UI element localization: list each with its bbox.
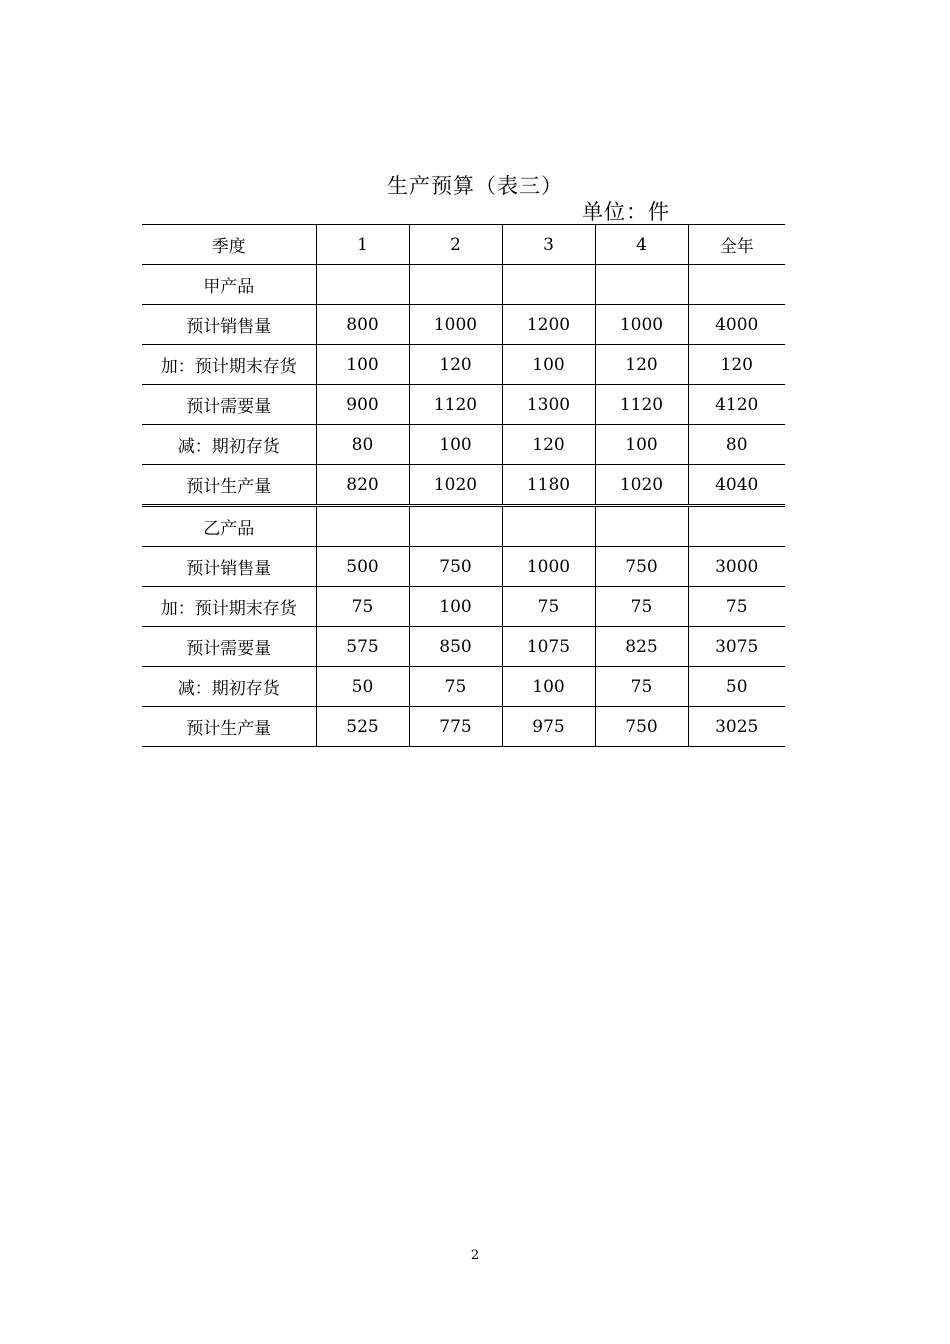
table-cell: [688, 265, 785, 305]
table-cell: [409, 265, 502, 305]
table-cell: 120: [502, 425, 595, 465]
table-cell: 100: [409, 587, 502, 627]
table-cell: 1000: [502, 547, 595, 587]
table-cell: 4120: [688, 385, 785, 425]
table-cell: 1075: [502, 627, 595, 667]
table-cell: 975: [502, 707, 595, 747]
table-cell: 500: [316, 547, 409, 587]
table-row: [142, 707, 785, 747]
table-cell: 820: [316, 465, 409, 506]
table-row: [142, 305, 785, 345]
row-label: 加：预计期末存货: [142, 345, 316, 385]
table-cell: 4000: [688, 305, 785, 345]
table-cell: [502, 265, 595, 305]
table-row: [142, 345, 785, 385]
header-cell: 1: [316, 225, 409, 265]
section-name: 甲产品: [142, 265, 316, 305]
header-cell: 3: [502, 225, 595, 265]
row-label: 预计销售量: [142, 305, 316, 345]
table-cell: 75: [316, 587, 409, 627]
table-cell: 1020: [595, 465, 688, 506]
table-cell: 100: [502, 667, 595, 707]
row-label: 预计需要量: [142, 385, 316, 425]
table-cell: 3075: [688, 627, 785, 667]
table-cell: 120: [409, 345, 502, 385]
table-cell: 4040: [688, 465, 785, 506]
production-budget-table: [142, 224, 785, 747]
table-cell: [595, 506, 688, 547]
table-cell: 750: [409, 547, 502, 587]
table-cell: 3000: [688, 547, 785, 587]
table-cell: [502, 506, 595, 547]
table-cell: 50: [316, 667, 409, 707]
section-header-row: [142, 506, 785, 547]
table-cell: 1300: [502, 385, 595, 425]
table-cell: 100: [409, 425, 502, 465]
page-number: 2: [470, 1248, 480, 1263]
table-row: [142, 547, 785, 587]
table-cell: [316, 506, 409, 547]
table-cell: 100: [502, 345, 595, 385]
table-row: [142, 587, 785, 627]
table-cell: 800: [316, 305, 409, 345]
table-row: [142, 667, 785, 707]
table-cell: 750: [595, 547, 688, 587]
table-cell: 1180: [502, 465, 595, 506]
table-cell: 80: [316, 425, 409, 465]
table-cell: 50: [688, 667, 785, 707]
unit-label: 单位：件: [582, 200, 670, 224]
table-cell: [316, 265, 409, 305]
table-header-row: [142, 225, 785, 265]
table-cell: 775: [409, 707, 502, 747]
table-cell: 850: [409, 627, 502, 667]
table-cell: 900: [316, 385, 409, 425]
table-cell: 1000: [595, 305, 688, 345]
table-cell: 525: [316, 707, 409, 747]
row-label: 加：预计期末存货: [142, 587, 316, 627]
header-cell: 全年: [688, 225, 785, 265]
row-label: 预计销售量: [142, 547, 316, 587]
table-cell: [409, 506, 502, 547]
row-label: 预计需要量: [142, 627, 316, 667]
table-cell: 100: [316, 345, 409, 385]
table-row: [142, 465, 785, 506]
section-name: 乙产品: [142, 506, 316, 547]
table-cell: 1120: [595, 385, 688, 425]
table-cell: 1200: [502, 305, 595, 345]
table-cell: 75: [595, 667, 688, 707]
table-row: [142, 425, 785, 465]
header-cell: 季度: [142, 225, 316, 265]
table-cell: 1120: [409, 385, 502, 425]
header-cell: 4: [595, 225, 688, 265]
section-header-row: [142, 265, 785, 305]
table-cell: 75: [595, 587, 688, 627]
table-cell: 75: [502, 587, 595, 627]
table-cell: 750: [595, 707, 688, 747]
table-cell: 100: [595, 425, 688, 465]
row-label: 预计生产量: [142, 465, 316, 506]
table-row: [142, 627, 785, 667]
table-cell: [688, 506, 785, 547]
row-label: 减：期初存货: [142, 667, 316, 707]
table-cell: 80: [688, 425, 785, 465]
header-cell: 2: [409, 225, 502, 265]
page-title: 生产预算（表三）: [387, 174, 563, 198]
table-cell: 1000: [409, 305, 502, 345]
table-cell: [595, 265, 688, 305]
table-cell: 120: [595, 345, 688, 385]
table-cell: 75: [688, 587, 785, 627]
table-cell: 575: [316, 627, 409, 667]
row-label: 预计生产量: [142, 707, 316, 747]
table-cell: 120: [688, 345, 785, 385]
table-cell: 825: [595, 627, 688, 667]
row-label: 减：期初存货: [142, 425, 316, 465]
table-cell: 3025: [688, 707, 785, 747]
table-cell: 75: [409, 667, 502, 707]
table-cell: 1020: [409, 465, 502, 506]
table-row: [142, 385, 785, 425]
